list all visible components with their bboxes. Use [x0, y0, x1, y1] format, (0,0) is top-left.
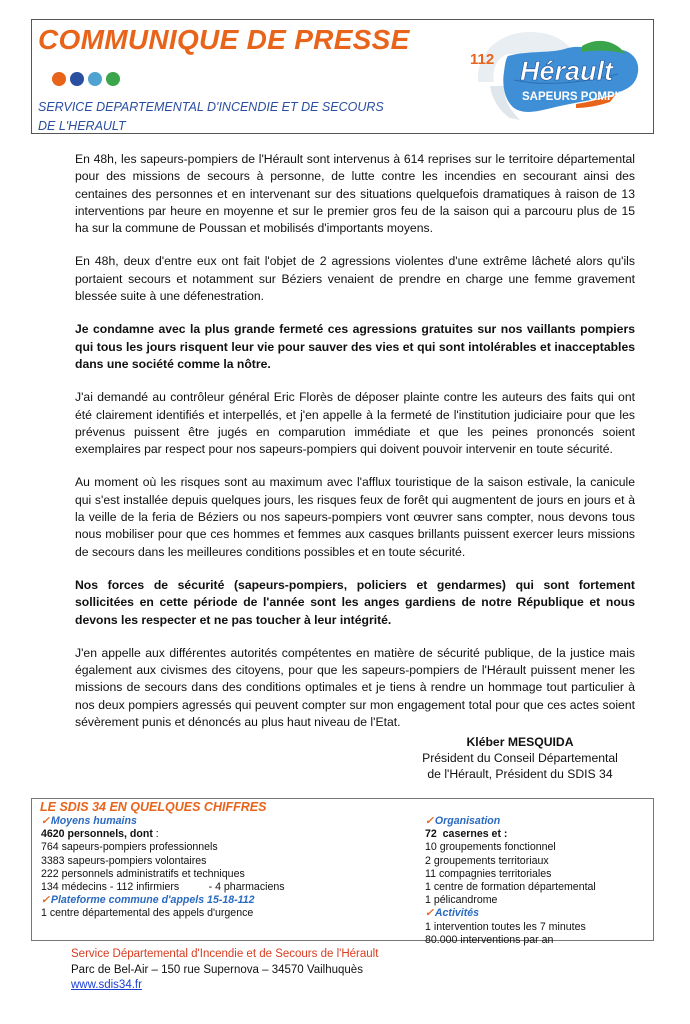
logo-subtitle: SAPEURS POMPIERS [522, 91, 642, 103]
footer-organization: Service Départemental d'Incendie et de Secours de l'Hérault [71, 948, 379, 960]
figures-left-column [41, 815, 285, 921]
website-link[interactable]: www.sdis34.fr [71, 979, 142, 991]
logo-number: 112 [470, 51, 495, 68]
figure-item: 134 médecins - 112 infirmiers - 4 pharmaciens [41, 881, 285, 894]
lead-line: 4620 personnels, dont : [41, 828, 159, 841]
service-name [38, 98, 384, 136]
checkmark-icon: ✓ [425, 815, 434, 827]
figure-item: 1 centre départemental des appels d'urgence [41, 907, 254, 920]
sdis-herault-logo [450, 24, 650, 132]
figure-item: 1 intervention toutes les 7 minutes [425, 920, 586, 933]
section-heading: ✓Moyens humains [41, 815, 137, 827]
footer-address: Parc de Bel-Air – 150 rue Supernova – 34570 Vailhuquès [71, 963, 363, 976]
footer [71, 947, 378, 994]
section-heading: ✓Organisation [425, 815, 501, 827]
paragraph: J'en appelle aux différentes autorités compétentes en matière de sécurité publique, de la justice mais également aux civismes des citoyens, pour que les sapeurs-pompiers de l'Hérault puissent mener les missions de secours dans des conditions optimales et je tiens à rendre un hommage tout particulier à nos deux pompiers agressés qui peuvent compter sur mon engagement total pour que ces actes soient sévèrement punis et dénoncés au plus haut niveau de l'Etat. [75, 645, 635, 730]
dot-icon [70, 72, 84, 86]
figure-item: 1 pélicandrome [425, 894, 498, 907]
dot-icon [52, 72, 66, 86]
color-dots [52, 72, 120, 86]
figure-item: 764 sapeurs-pompiers professionnels [41, 841, 218, 854]
checkmark-icon: ✓ [425, 907, 434, 920]
checkmark-icon: ✓ [41, 894, 50, 907]
figure-item: 1 centre de formation départemental [425, 881, 596, 894]
figure-item: 80.000 interventions par an [425, 933, 554, 946]
figure-item: 222 personnels administratifs et techniques [41, 867, 245, 880]
paragraph: Au moment où les risques sont au maximum avec l'afflux touristique de la saison estivale, la canicule qui s'est installée depuis quelques jours, les risques feux de forêt qui augmentent de jours en jours et à la veille de la feria de Béziers ou nos sapeurs-pompiers vont œuvrer sans compter, nous devons tous nous mobiliser pour que ces hommes et femmes aux casques brillants puissent exercer leurs missions de secours dans les meilleures conditions possibles et en toute sécurité. [75, 475, 635, 559]
page-title: COMMUNIQUE DE PRESSE [38, 24, 410, 55]
signatory-role: Président du Conseil Départemental [422, 751, 618, 765]
press-release-body [75, 151, 635, 747]
figures-right-column [425, 815, 596, 947]
figure-item: 3383 sapeurs-pompiers volontaires [41, 854, 207, 867]
figure-item: 11 compagnies territoriales [425, 867, 552, 880]
key-figures-box [31, 798, 654, 946]
paragraph-bold: Je condamne avec la plus grande fermeté ces agressions gratuites sur nos vaillants pompiers qui tous les jours risquent leur vie pour sauver des vies et qui sont intolérables et inacceptables dans une société comme la nôtre. [75, 322, 635, 371]
checkmark-icon: ✓ [41, 815, 50, 827]
lead-line: 72 casernes et : [425, 828, 508, 841]
header-box [31, 19, 654, 134]
section-heading: ✓Plateforme commune d'appels 15-18-112 [41, 894, 255, 907]
paragraph: En 48h, les sapeurs-pompiers de l'Hérault sont intervenus à 614 reprises sur le territoire départemental pour des missions de secours à personne, de lutte contre les incendies en secourant ainsi des centaines des personnes et en intervenant sur des situations quelquefois dramatiques à raison de 13 interventions par heure en moyenne et sur le premier gros feu de la saison qui a parcouru plus de 15 ha sur la commune de Poussan et mobilisés d'importants moyens. [75, 152, 635, 236]
figure-item: 2 groupements territoriaux [425, 854, 549, 867]
paragraph: J'ai demandé au contrôleur général Eric Florès de déposer plainte contre les auteurs des faits qui ont été clairement identifiés et interpellés, et j'en appelle à la fermeté de l'institution judiciaire pour que les prévenus puissent être jugés en comparution immédiate et que les peines prononcés soient exemplaires par respect pour nos sapeurs-pompiers qui doivent pouvoir intervenir en toute sécurité. [75, 390, 635, 457]
signatory-name: Kléber MESQUIDA [466, 735, 574, 749]
service-line-1: SERVICE DEPARTEMENTAL D'INCENDIE ET DE SECOURS [38, 100, 384, 114]
section-heading: ✓Activités [425, 907, 480, 920]
paragraph: En 48h, deux d'entre eux ont fait l'objet de 2 agressions violentes d'une extrême lâcheté alors qu'ils portaient secours et notamment sur Béziers venaient de prendre en charge une femme gravement blessée suite à une défenestration. [75, 254, 635, 304]
signatory-role: de l'Hérault, Président du SDIS 34 [427, 767, 613, 781]
signature-block [390, 734, 650, 782]
paragraph-bold: Nos forces de sécurité (sapeurs-pompiers, policiers et gendarmes) qui sont fortement sollicitées en cette période de l'année sont les anges gardiens de notre République et nous devons les respecter et ne pas toucher à leur intégrité. [75, 577, 635, 627]
figure-item: 10 groupements fonctionnel [425, 841, 556, 854]
dot-icon [106, 72, 120, 86]
service-line-2: DE L'HERAULT [38, 119, 126, 133]
dot-icon [88, 72, 102, 86]
logo-name: Hérault [520, 56, 614, 86]
figures-title: LE SDIS 34 EN QUELQUES CHIFFRES [40, 800, 267, 814]
